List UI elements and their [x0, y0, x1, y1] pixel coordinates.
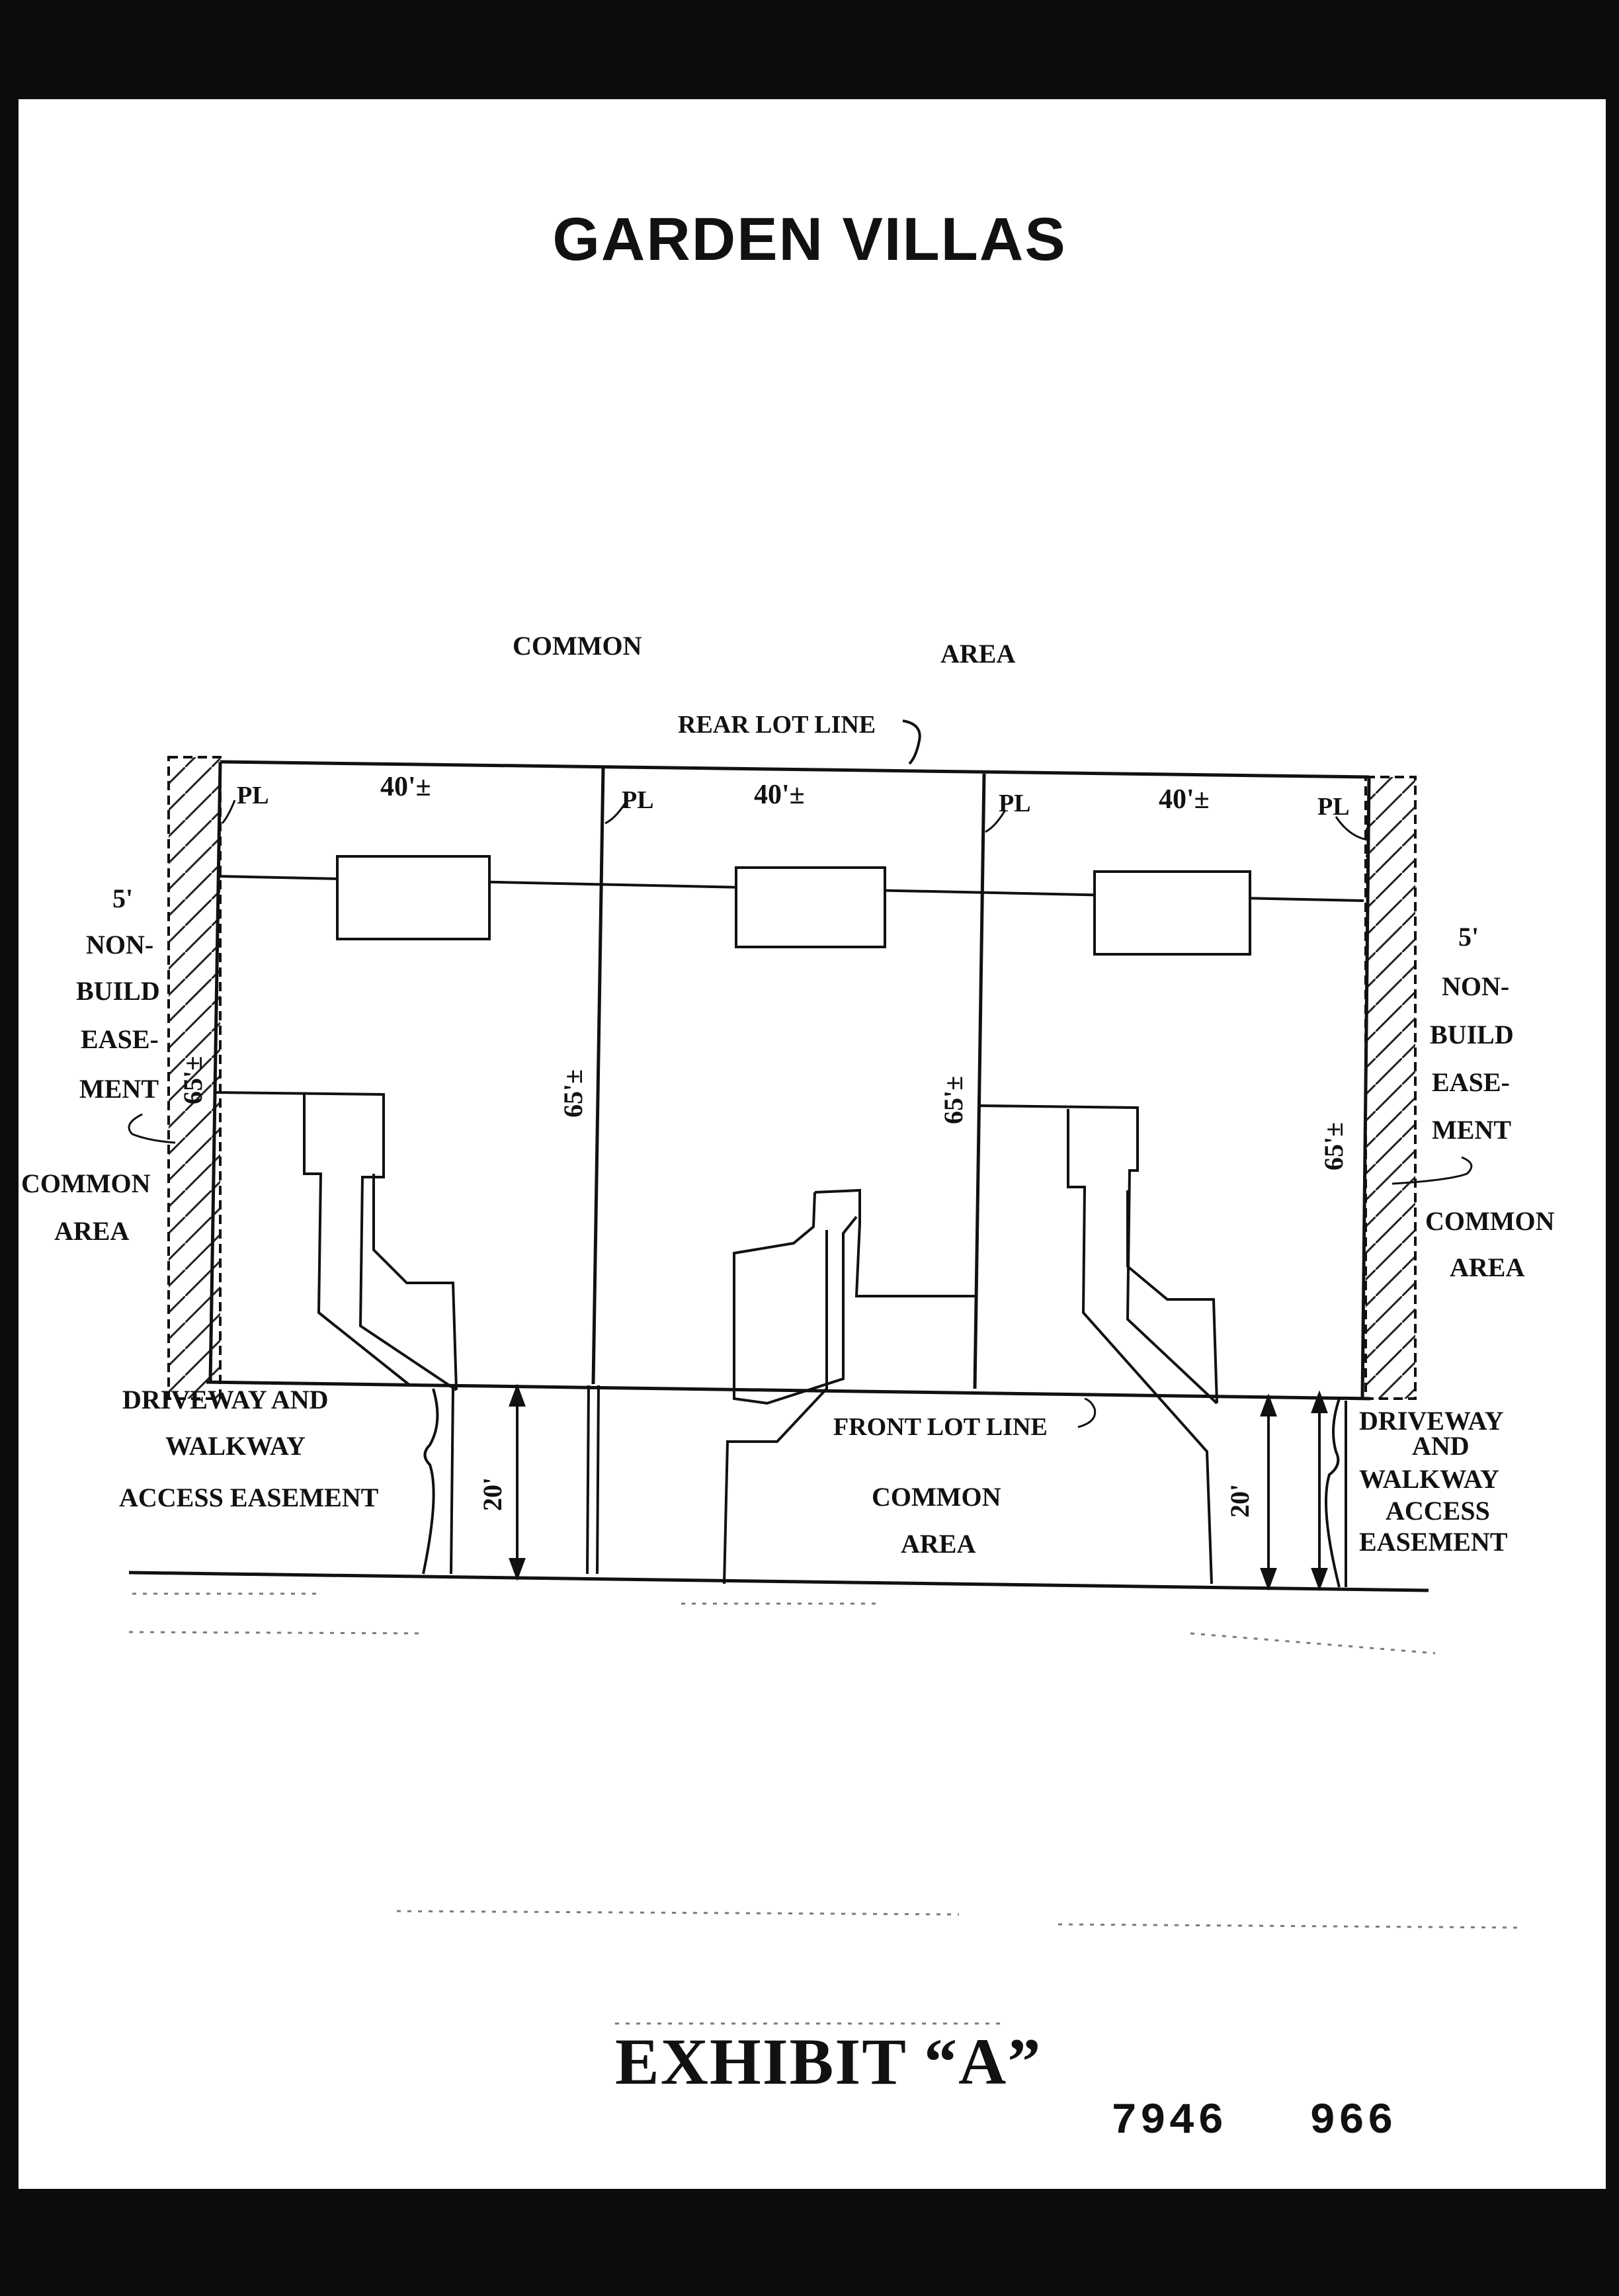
- right-easement-hatch: [1366, 777, 1415, 1399]
- svg-text:5': 5': [1458, 922, 1479, 952]
- common-area-label-top-right: AREA: [940, 639, 1016, 669]
- lot-width-label: 40'±: [1159, 784, 1210, 815]
- lot-depth-label: 65'±: [558, 1069, 588, 1118]
- pl-mark: PL: [237, 782, 269, 809]
- svg-text:ACCESS: ACCESS: [1386, 1496, 1490, 1526]
- svg-text:ACCESS EASEMENT: ACCESS EASEMENT: [119, 1483, 379, 1512]
- svg-text:MENT: MENT: [79, 1074, 159, 1104]
- svg-text:WALKWAY: WALKWAY: [1359, 1464, 1499, 1494]
- rear-buildings: [218, 856, 1364, 954]
- page-title: GARDEN VILLAS: [552, 206, 1067, 273]
- svg-text:MENT: MENT: [1432, 1115, 1511, 1145]
- svg-text:EASE-: EASE-: [1432, 1067, 1510, 1097]
- scan-dot-rows: [129, 1594, 1521, 2024]
- lot-depth-label: 65'±: [938, 1075, 968, 1124]
- pl-mark: PL: [999, 790, 1031, 817]
- svg-text:DRIVEWAY: DRIVEWAY: [1359, 1406, 1504, 1436]
- svg-text:5': 5': [112, 883, 134, 913]
- driveway-depth-label: 20': [477, 1477, 507, 1511]
- left-easement-label: [76, 883, 160, 1104]
- pl-mark: PL: [1317, 793, 1350, 821]
- front-common-area-label: [872, 1482, 1001, 1559]
- rear-lot-line-leader: [903, 721, 920, 764]
- right-access-easement-brace: [1326, 1399, 1339, 1587]
- svg-text:BUILD: BUILD: [1430, 1020, 1514, 1049]
- left-access-easement-label: [119, 1385, 379, 1512]
- driveway-depth-label: 20': [1225, 1483, 1255, 1518]
- svg-text:AND: AND: [1412, 1431, 1470, 1461]
- exhibit-label: EXHIBIT “A”: [615, 2025, 1042, 2098]
- svg-text:AREA: AREA: [54, 1216, 130, 1246]
- right-access-easement-label: [1359, 1406, 1508, 1557]
- front-lot-line-label: FRONT LOT LINE: [833, 1413, 1048, 1441]
- svg-text:WALKWAY: WALKWAY: [165, 1431, 306, 1461]
- svg-text:AREA: AREA: [1450, 1252, 1525, 1282]
- svg-text:DRIVEWAY AND: DRIVEWAY AND: [122, 1385, 329, 1414]
- lot-depth-label: 65'±: [1319, 1122, 1349, 1170]
- lot-width-label: 40'±: [380, 772, 431, 802]
- svg-text:EASEMENT: EASEMENT: [1359, 1527, 1508, 1557]
- svg-text:NON-: NON-: [1442, 971, 1510, 1001]
- lot-width-label: 40'±: [754, 780, 805, 810]
- left-access-easement-brace: [423, 1389, 437, 1574]
- svg-text:AREA: AREA: [901, 1529, 976, 1559]
- svg-text:COMMON: COMMON: [21, 1168, 151, 1198]
- document-book-number: 7946: [1111, 2096, 1227, 2146]
- street-line: [129, 1573, 1429, 1590]
- lot-depth-label: 65'±: [178, 1055, 208, 1104]
- front-lot-line-leader: [1078, 1399, 1095, 1427]
- left-common-area-label: [21, 1168, 151, 1246]
- document-page-number: 966: [1309, 2096, 1396, 2146]
- right-easement-label: [1430, 922, 1514, 1145]
- common-area-label-top-left: COMMON: [513, 631, 642, 661]
- pl-mark: PL: [622, 786, 654, 814]
- svg-text:COMMON: COMMON: [872, 1482, 1001, 1512]
- svg-text:COMMON: COMMON: [1425, 1206, 1555, 1236]
- svg-text:EASE-: EASE-: [81, 1024, 159, 1054]
- right-common-area-label: [1425, 1206, 1555, 1282]
- rear-lot-line-label: REAR LOT LINE: [678, 711, 876, 739]
- svg-text:BUILD: BUILD: [76, 976, 160, 1006]
- svg-text:NON-: NON-: [86, 930, 154, 960]
